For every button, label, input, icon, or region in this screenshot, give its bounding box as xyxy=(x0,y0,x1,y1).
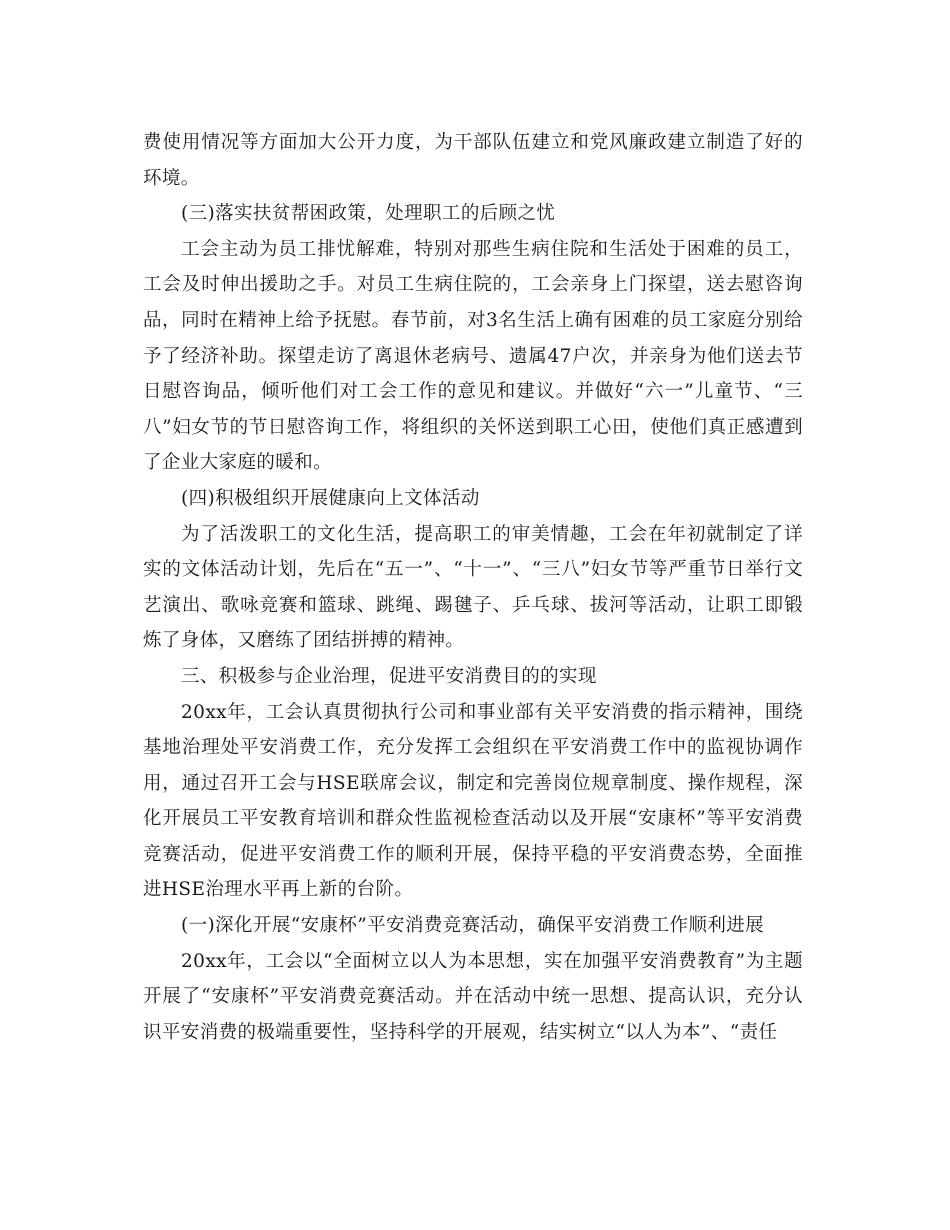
paragraph-body: 20xx年，工会以“全面树立以人为本思想，实在加强平安消费教育”为主题开展了“安康杯”平安消费竞赛活动。并在活动中统一思想、提高认识，充分认识平安消费的极端重要性，坚持科学的开展观，结实树立“以人为本”、“责任 xyxy=(143,950,803,1043)
document-body xyxy=(143,125,803,1050)
section-heading-3: (三)落实扶贫帮困政策，处理职工的后顾之忧 xyxy=(181,203,556,225)
section-heading-4: (四)积极组织开展健康向上文体活动 xyxy=(181,487,480,509)
chapter-heading: 三、积极参与企业治理，促进平安消费目的的实现 xyxy=(181,665,597,687)
paragraph-body: 为了活泼职工的文化生活，提高职工的审美情趣，工会在年初就制定了详实的文体活动计划，先后在“五一”、“十一”、“三八”妇女节等严重节日举行文艺演出、歌咏竞赛和篮球、跳绳、踢毽子、乒乓球、拔河等活动，让职工即锻炼了身体，又磨练了团结拼搏的精神。 xyxy=(143,523,803,652)
paragraph-body: 工会主动为员工排忧解难，特别对那些生病住院和生活处于困难的员工，工会及时伸出援助之手。对员工生病住院的，工会亲身上门探望，送去慰咨询品，同时在精神上给予抚慰。春节前，对3名生活上确有困难的员工家庭分别给予了经济补助。探望走访了离退休老病号、遗属47户次，并亲身为他们送去节日慰咨询品，倾听他们对工会工作的意见和建议。并做好“六一”儿童节、“三八”妇女节的节日慰咨询工作，将组织的关怀送到职工心田，使他们真正感遭到了企业大家庭的暖和。 xyxy=(143,238,803,474)
section-heading-1: (一)深化开展“安康杯”平安消费竞赛活动，确保平安消费工作顺利进展 xyxy=(181,915,765,937)
paragraph-continuation: 费使用情况等方面加大公开力度，为干部队伍建立和党风廉政建立制造了好的环境。 xyxy=(143,132,803,189)
paragraph-body: 20xx年，工会认真贯彻执行公司和事业部有关平安消费的指示精神，围绕基地治理处平安消费工作，充分发挥工会组织在平安消费工作中的监视协调作用，通过召开工会与HSE联席会议，制定和完善岗位规章制度、操作规程，深化开展员工平安教育培训和群众性监视检查活动以及开展“安康杯”等平安消费竞赛活动，促进平安消费工作的顺利开展，保持平稳的平安消费态势，全面推进HSE治理水平再上新的台阶。 xyxy=(143,701,803,901)
